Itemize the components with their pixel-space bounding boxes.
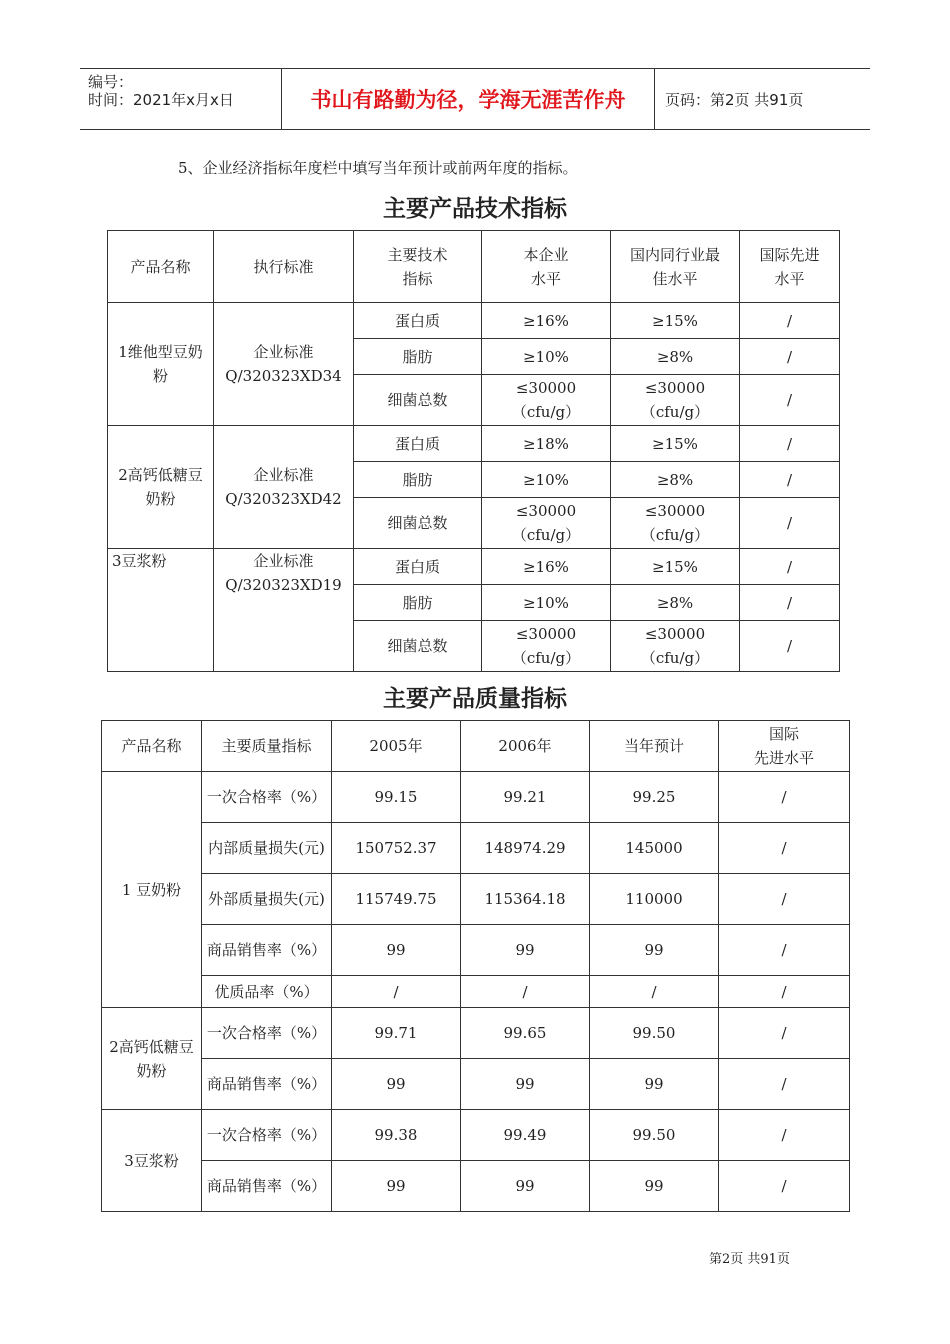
table-row [102, 772, 850, 823]
value-2006: 99 [461, 1059, 590, 1110]
value-forecast: 99.50 [590, 1110, 719, 1161]
header-intl-level: 国际 先进水平 [719, 721, 850, 772]
table-row [102, 1110, 850, 1161]
indicator-cell: 脂肪 [354, 585, 482, 621]
value-forecast: 99.50 [590, 1008, 719, 1059]
value-2005: 99.15 [332, 772, 461, 823]
value-2006: 115364.18 [461, 874, 590, 925]
header-product-name: 产品名称 [102, 721, 202, 772]
value-2006: 99 [461, 1161, 590, 1212]
header-standard: 执行标准 [214, 231, 354, 303]
product-name: 2高钙低糖豆奶粉 [102, 1008, 202, 1110]
value-intl: / [719, 1110, 850, 1161]
product-name: 2高钙低糖豆奶粉 [108, 426, 214, 549]
value-forecast: 99 [590, 1059, 719, 1110]
value-2005: 115749.75 [332, 874, 461, 925]
tech-header-row [108, 231, 840, 303]
product-name: 3豆浆粉 [108, 549, 214, 672]
intl-cell: / [740, 462, 840, 498]
intl-cell: / [740, 339, 840, 375]
domestic-cell: ≥15% [611, 303, 740, 339]
intl-cell: / [740, 303, 840, 339]
product-standard: 企业标准 Q/320323XD42 [214, 426, 354, 549]
doc-time-label: 时间：2021年x月x日 [88, 91, 234, 109]
indicator-cell: 外部质量损失(元) [202, 874, 332, 925]
header-page-label: 页码：第2页 共91页 [665, 90, 804, 109]
indicator-cell: 细菌总数 [354, 498, 482, 549]
intl-cell: / [740, 498, 840, 549]
value-intl: / [719, 823, 850, 874]
company-cell: ≥10% [482, 585, 611, 621]
value-2005: 99 [332, 1059, 461, 1110]
indicator-cell: 细菌总数 [354, 375, 482, 426]
page-footer: 第2页 共91页 [709, 1252, 790, 1267]
value-intl: / [719, 925, 850, 976]
domestic-cell: ≥8% [611, 585, 740, 621]
indicator-cell: 脂肪 [354, 339, 482, 375]
tech-indicator-table [107, 230, 840, 672]
table-row [108, 426, 840, 462]
value-2006: 99.65 [461, 1008, 590, 1059]
table-row [102, 1008, 850, 1059]
table-row [108, 549, 840, 585]
company-cell: ≤30000（cfu/g） [482, 621, 611, 672]
value-2006: / [461, 976, 590, 1008]
header-quality-indicator: 主要质量指标 [202, 721, 332, 772]
value-2006: 99 [461, 925, 590, 976]
domestic-cell: ≤30000（cfu/g） [611, 375, 740, 426]
table-row [102, 976, 850, 1008]
intl-cell: / [740, 585, 840, 621]
value-forecast: / [590, 976, 719, 1008]
product-name: 3豆浆粉 [102, 1110, 202, 1212]
domestic-cell: ≤30000（cfu/g） [611, 498, 740, 549]
company-cell: ≥16% [482, 303, 611, 339]
value-2005: / [332, 976, 461, 1008]
domestic-cell: ≥8% [611, 339, 740, 375]
company-cell: ≥18% [482, 426, 611, 462]
indicator-cell: 脂肪 [354, 462, 482, 498]
quality-header-row [102, 721, 850, 772]
indicator-cell: 蛋白质 [354, 303, 482, 339]
product-name: 1 豆奶粉 [102, 772, 202, 1008]
value-intl: / [719, 1161, 850, 1212]
value-forecast: 99 [590, 1161, 719, 1212]
value-2005: 99 [332, 1161, 461, 1212]
value-2006: 148974.29 [461, 823, 590, 874]
doc-number-label: 编号： [88, 73, 134, 91]
product-standard: 企业标准 Q/320323XD34 [214, 303, 354, 426]
table-row [102, 874, 850, 925]
value-2006: 99.21 [461, 772, 590, 823]
value-2005: 99.71 [332, 1008, 461, 1059]
indicator-cell: 蛋白质 [354, 426, 482, 462]
header-company-level: 本企业 水平 [482, 231, 611, 303]
intl-cell: / [740, 621, 840, 672]
quality-indicator-table [101, 720, 850, 1212]
domestic-cell: ≥15% [611, 426, 740, 462]
table-row [102, 823, 850, 874]
indicator-cell: 商品销售率（%） [202, 1161, 332, 1212]
company-cell: ≤30000（cfu/g） [482, 498, 611, 549]
indicator-cell: 细菌总数 [354, 621, 482, 672]
value-forecast: 145000 [590, 823, 719, 874]
intl-cell: / [740, 549, 840, 585]
company-cell: ≥10% [482, 339, 611, 375]
product-standard: 企业标准 Q/320323XD19 [214, 549, 354, 672]
value-2005: 99 [332, 925, 461, 976]
indicator-cell: 优质品率（%） [202, 976, 332, 1008]
value-2006: 99.49 [461, 1110, 590, 1161]
value-forecast: 99.25 [590, 772, 719, 823]
value-intl: / [719, 1008, 850, 1059]
header-domestic-level: 国内同行业最 佳水平 [611, 231, 740, 303]
domestic-cell: ≥8% [611, 462, 740, 498]
table-row [108, 303, 840, 339]
indicator-cell: 一次合格率（%） [202, 1008, 332, 1059]
header-meta [80, 69, 280, 129]
indicator-cell: 商品销售率（%） [202, 925, 332, 976]
header-product-name: 产品名称 [108, 231, 214, 303]
header-indicator: 主要技术 指标 [354, 231, 482, 303]
instruction-note: 5、企业经济指标年度栏中填写当年预计或前两年度的指标。 [178, 159, 578, 177]
value-intl: / [719, 1059, 850, 1110]
intl-cell: / [740, 426, 840, 462]
domestic-cell: ≥15% [611, 549, 740, 585]
indicator-cell: 蛋白质 [354, 549, 482, 585]
value-forecast: 110000 [590, 874, 719, 925]
header-motto: 书山有路勤为径，学海无涯苦作舟 [281, 69, 655, 129]
table-row [102, 1161, 850, 1212]
company-cell: ≥16% [482, 549, 611, 585]
value-intl: / [719, 874, 850, 925]
domestic-cell: ≤30000（cfu/g） [611, 621, 740, 672]
value-intl: / [719, 976, 850, 1008]
company-cell: ≥10% [482, 462, 611, 498]
header-forecast: 当年预计 [590, 721, 719, 772]
product-name: 1维他型豆奶粉 [108, 303, 214, 426]
value-forecast: 99 [590, 925, 719, 976]
company-cell: ≤30000（cfu/g） [482, 375, 611, 426]
indicator-cell: 商品销售率（%） [202, 1059, 332, 1110]
value-intl: / [719, 772, 850, 823]
table-row [102, 925, 850, 976]
quality-table-title: 主要产品质量指标 [383, 686, 567, 712]
value-2005: 150752.37 [332, 823, 461, 874]
table-row [102, 1059, 850, 1110]
tech-table-title: 主要产品技术指标 [383, 196, 567, 222]
indicator-cell: 一次合格率（%） [202, 772, 332, 823]
intl-cell: / [740, 375, 840, 426]
indicator-cell: 一次合格率（%） [202, 1110, 332, 1161]
indicator-cell: 内部质量损失(元) [202, 823, 332, 874]
header-intl-level: 国际先进 水平 [740, 231, 840, 303]
value-2005: 99.38 [332, 1110, 461, 1161]
header-2006: 2006年 [461, 721, 590, 772]
page-header [80, 68, 870, 130]
header-2005: 2005年 [332, 721, 461, 772]
